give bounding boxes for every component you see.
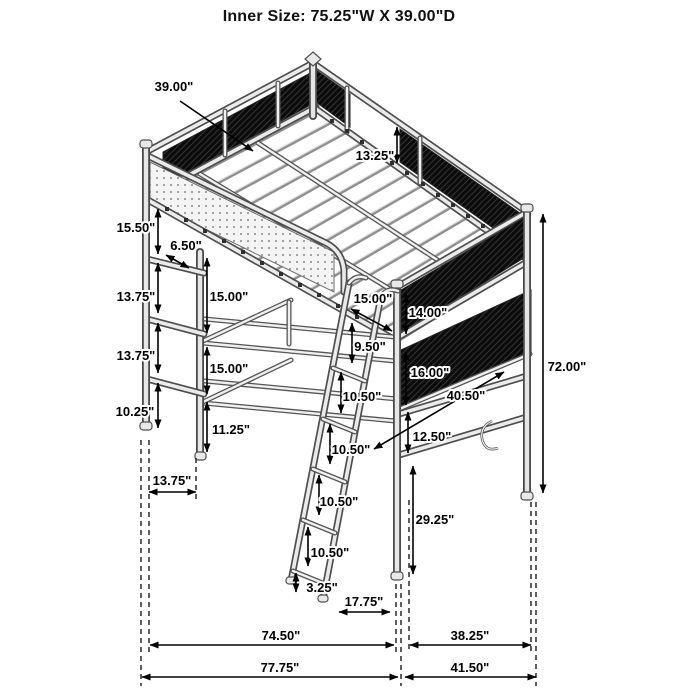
dim-label-ladder-foot: 3.25" xyxy=(306,580,338,595)
dim-label-desk-shelf-gap: 15.00" xyxy=(209,361,249,376)
dim-label-left-top-gap: 15.50" xyxy=(116,220,156,235)
dim-label-depth-inner: 38.25" xyxy=(450,628,490,643)
dim-label-rung-gap-4: 10.50" xyxy=(310,545,350,560)
dim-label-shelf-gap-1: 13.75" xyxy=(116,289,156,304)
dim-label-rung-gap-2: 10.50" xyxy=(331,442,371,457)
dim-label-leg-height: 29.25" xyxy=(415,512,455,527)
dim-label-bench-depth: 40.50" xyxy=(446,388,486,403)
dim-label-shelf-depth: 13.75" xyxy=(152,473,192,488)
dim-label-ladder-opening: 15.00" xyxy=(353,291,393,306)
dim-label-side-mesh-upper: 14.00" xyxy=(408,305,448,320)
dim-label-shelf-gap-2: 13.75" xyxy=(116,348,156,363)
dim-label-desk-clearance: 15.00" xyxy=(209,289,249,304)
dim-label-depth-overall: 41.50" xyxy=(450,660,490,675)
dim-label-ladder-top-gap: 9.50" xyxy=(354,339,386,354)
dim-label-side-mesh-lower: 16.00" xyxy=(410,365,450,380)
dim-label-width-overall: 77.75" xyxy=(260,660,300,675)
dim-label-bench-gap: 12.50" xyxy=(412,429,452,444)
dim-label-lower-shelf-height: 11.25" xyxy=(212,422,250,437)
diagram-title: Inner Size: 75.25"W X 39.00"D xyxy=(222,8,456,25)
dim-label-top-shelf-depth: 6.50" xyxy=(170,238,202,253)
dim-label-guard-rail-height: 13.25" xyxy=(355,148,395,163)
dim-label-rung-gap-1: 10.50" xyxy=(342,389,382,404)
dim-label-inner-depth: 39.00" xyxy=(154,79,194,94)
dim-label-rung-gap-3: 10.50" xyxy=(319,494,359,509)
dim-label-width-inner: 74.50" xyxy=(261,628,301,643)
dim-label-overall-height: 72.00" xyxy=(547,359,587,374)
left-shelves xyxy=(147,252,206,460)
dim-label-ladder-offset: 17.75" xyxy=(344,594,384,609)
dim-label-shelf-gap-3: 10.25" xyxy=(115,404,155,419)
